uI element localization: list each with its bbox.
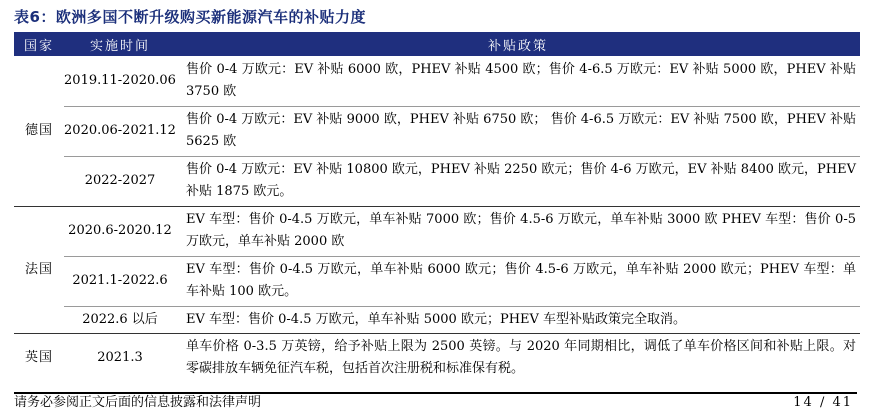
table-row [14, 206, 860, 256]
policy-cell: 售价 0-4 万欧元：EV 补贴 9000 欧，PHEV 补贴 6750 欧； 售价 4-6.5 万欧元：EV 补贴 7500 欧，PHEV 补贴 5625 欧 [176, 106, 860, 156]
header-period: 实施时间 [64, 32, 176, 56]
page-footer [14, 392, 857, 410]
country-cell-uk: 英国 [24, 350, 53, 366]
period-cell: 2021.1-2022.6 [64, 256, 176, 306]
period-cell: 2022.6 以后 [64, 306, 176, 333]
policy-cell: 单车价格 0-3.5 万英镑，给予补贴上限为 2500 英镑。与 2020 年同期相比，调低了单车价格区间和补贴上限。对零碳排放车辆免征汽车税，包括首次注册税和标准保有税。 [186, 339, 856, 377]
policy-cell: EV 车型：售价 0-4.5 万欧元，单车补贴 7000 欧；售价 4.5-6 万欧元，单车补贴 3000 欧 PHEV 车型：售价 0-5 万欧元，单车补贴 2000 欧 [176, 206, 860, 256]
table-row [14, 156, 860, 206]
table-row [14, 56, 860, 106]
period-cell: 2019.11-2020.06 [64, 56, 176, 106]
table-header-row [14, 32, 860, 56]
table-row [14, 106, 860, 156]
header-policy: 补贴政策 [176, 32, 860, 56]
subsidy-table [14, 32, 860, 383]
policy-cell: EV 车型：售价 0-4.5 万欧元，单车补贴 5000 欧元；PHEV 车型补贴政策完全取消。 [176, 306, 860, 333]
policy-cell: 售价 0-4 万欧元：EV 补贴 10800 欧元，PHEV 补贴 2250 欧元；售价 4-6 万欧元，EV 补贴 8400 欧元，PHEV 补贴 1875 欧元。 [176, 156, 860, 206]
table-row [14, 333, 860, 383]
table-row [14, 306, 860, 333]
period-cell: 2021.3 [97, 350, 143, 366]
header-country: 国家 [14, 32, 64, 56]
period-cell: 2022-2027 [64, 156, 176, 206]
page-number: 14 / 41 [793, 395, 853, 410]
table-row [14, 256, 860, 306]
country-cell-germany: 德国 [14, 56, 64, 206]
policy-cell: 售价 0-4 万欧元：EV 补贴 6000 欧，PHEV 补贴 4500 欧；售价 4-6.5 万欧元：EV 补贴 5000 欧，PHEV 补贴 3750 欧 [176, 56, 860, 106]
disclaimer-note: 请务必参阅正文后面的信息披露和法律声明 [14, 395, 262, 410]
table-title: 表6：欧洲多国不断升级购买新能源汽车的补贴力度 [14, 8, 366, 26]
period-cell: 2020.6-2020.12 [64, 206, 176, 256]
period-cell: 2020.06-2021.12 [64, 106, 176, 156]
policy-cell: EV 车型：售价 0-4.5 万欧元，单车补贴 6000 欧元；售价 4.5-6 万欧元，单车补贴 2000 欧元；PHEV 车型：单车补贴 100 欧元。 [176, 256, 860, 306]
country-cell-france: 法国 [14, 206, 64, 333]
